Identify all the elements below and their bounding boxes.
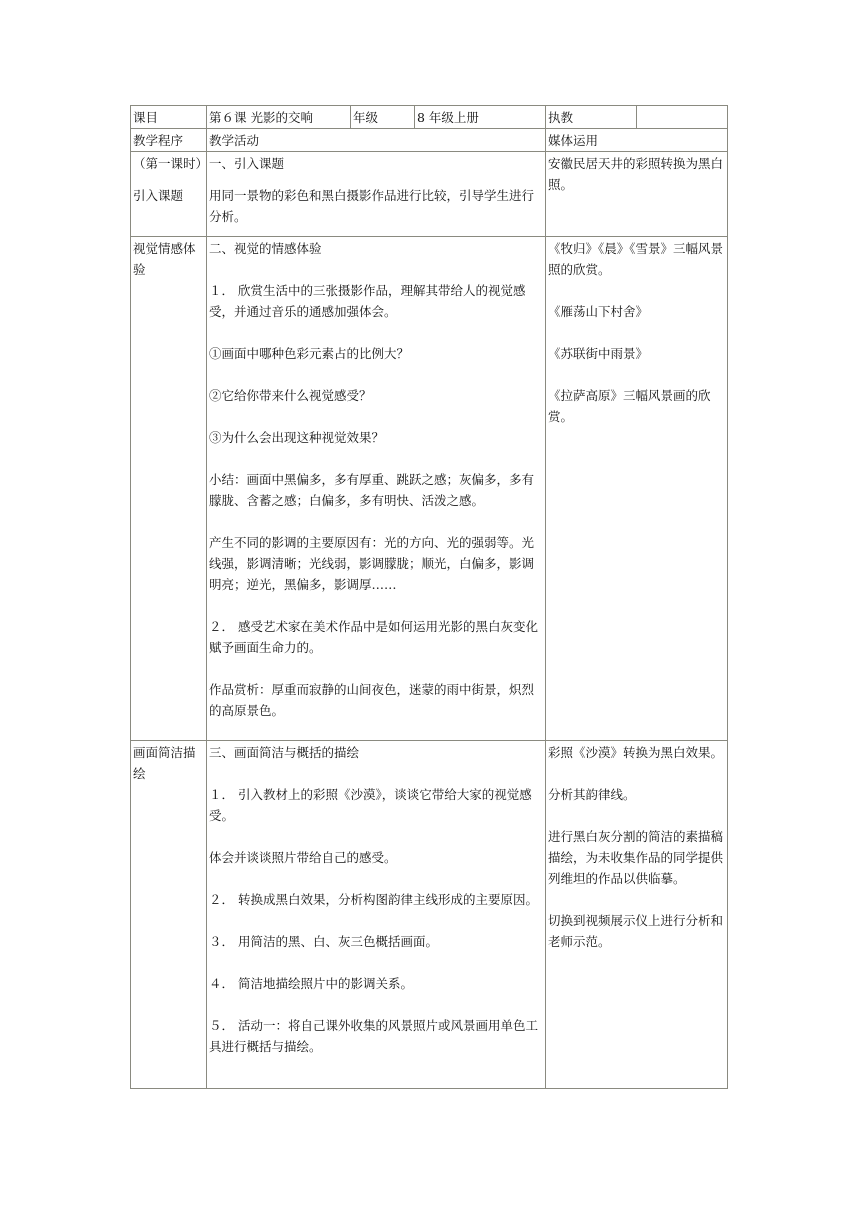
course-value: 第６课 光影的交响 (207, 106, 351, 129)
section2-activity-item2: ２． 感受艺术家在美术作品中是如何运用光影的黑白灰变化赋予画面生命力的。 (209, 619, 538, 655)
section2-question3: ③为什么会出现这种视觉效果？ (209, 430, 385, 445)
section2-procedure (131, 237, 207, 741)
lesson-plan-table (130, 105, 728, 1089)
section3-media (546, 741, 728, 1089)
section2-activity-item1: １． 欣赏生活中的三张摄影作品，理解其带给人的视觉感受，并通过音乐的通感加强体会。 (209, 283, 526, 319)
section3-media-rhythm: 分析其韵律线。 (548, 787, 636, 802)
section2-media-photos: 《牧归》《晨》《雪景》三幅风景照的欣赏。 (548, 241, 724, 277)
section3-procedure-text: 画面简洁描绘 (133, 745, 196, 781)
grade-label: 年级 (351, 106, 415, 129)
section2-appreciation: 作品赏析：厚重而寂静的山间夜色，迷蒙的雨中街景，炽烈的高原景色。 (209, 682, 535, 718)
section1-procedure-line1: （第一课时） (133, 156, 209, 171)
section3-activity-item2: ２． 转换成黑白效果，分析构图韵律主线形成的主要原因。 (209, 892, 538, 907)
section3-row (131, 741, 728, 1089)
section1-row (131, 152, 728, 237)
section2-question2: ②它给你带来什么视觉感受？ (209, 388, 372, 403)
section2-media-painting2: 《苏联街中雨景》 (548, 346, 649, 361)
section3-activity-item3: ３． 用简洁的黑、白、灰三色概括画面。 (209, 934, 438, 949)
section1-activity-text: 用同一景物的彩色和黑白摄影作品进行比较，引导学生进行分析。 (209, 188, 535, 224)
section3-media-convert: 彩照《沙漠》转换为黑白效果。 (548, 745, 724, 760)
section3-activity-item4: ４． 简洁地描绘照片中的影调关系。 (209, 976, 413, 991)
section1-media-text: 安徽民居天井的彩照转换为黑白照。 (548, 156, 724, 192)
section1-activity (207, 152, 546, 237)
section1-media (546, 152, 728, 237)
section3-activity-title: 三、画面简洁与概括的描绘 (209, 745, 360, 760)
procedure-column-header: 教学程序 (131, 129, 207, 152)
grade-value: 8 年级上册 (415, 106, 546, 129)
section2-media-painting3: 《拉萨高原》三幅风景画的欣赏。 (548, 388, 711, 424)
section2-procedure-text: 视觉情感体验 (133, 241, 196, 277)
section3-media-sketch: 进行黑白灰分割的简洁的素描稿描绘，为未收集作品的同学提供列维坦的作品以供临摹。 (548, 829, 724, 886)
media-column-header: 媒体运用 (546, 129, 728, 152)
section2-summary: 小结：画面中黑偏多，多有厚重、跳跃之感；灰偏多，多有朦胧、含蓄之感；白偏多，多有明快、活泼之感。 (209, 472, 535, 508)
section3-media-projector: 切换到视频展示仪上进行分析和老师示范。 (548, 913, 724, 949)
section3-procedure (131, 741, 207, 1089)
teacher-value (637, 106, 728, 129)
section3-activity-item1: １． 引入教材上的彩照《沙漠》，谈谈它带给大家的视觉感受。 (209, 787, 532, 823)
course-label: 课目 (131, 106, 207, 129)
section2-media (546, 237, 728, 741)
teacher-label: 执教 (546, 106, 637, 129)
section2-row (131, 237, 728, 741)
header-row (131, 106, 728, 129)
section3-activity-item5: ５． 活动一：将自己课外收集的风景照片或风景画用单色工具进行概括与描绘。 (209, 1018, 538, 1054)
section3-activity-item1b: 体会并谈谈照片带给自己的感受。 (209, 850, 397, 865)
section1-procedure (131, 152, 207, 237)
lesson-plan-sheet (130, 105, 727, 1089)
activity-column-header: 教学活动 (207, 129, 546, 152)
section2-reason: 产生不同的影调的主要原因有：光的方向、光的强弱等。光线强，影调清晰；光线弱，影调朦胧；顺光，白偏多，影调明亮；逆光，黑偏多，影调厚…… (209, 535, 535, 592)
section2-activity (207, 237, 546, 741)
section1-activity-title: 一、引入课题 (209, 156, 285, 171)
section2-activity-title: 二、视觉的情感体验 (209, 241, 322, 256)
section3-activity (207, 741, 546, 1089)
section2-question1: ①画面中哪种色彩元素占的比例大？ (209, 346, 410, 361)
column-header-row (131, 129, 728, 152)
section2-media-painting1: 《雁荡山下村舍》 (548, 304, 649, 319)
section1-procedure-line2: 引入课题 (133, 188, 184, 203)
